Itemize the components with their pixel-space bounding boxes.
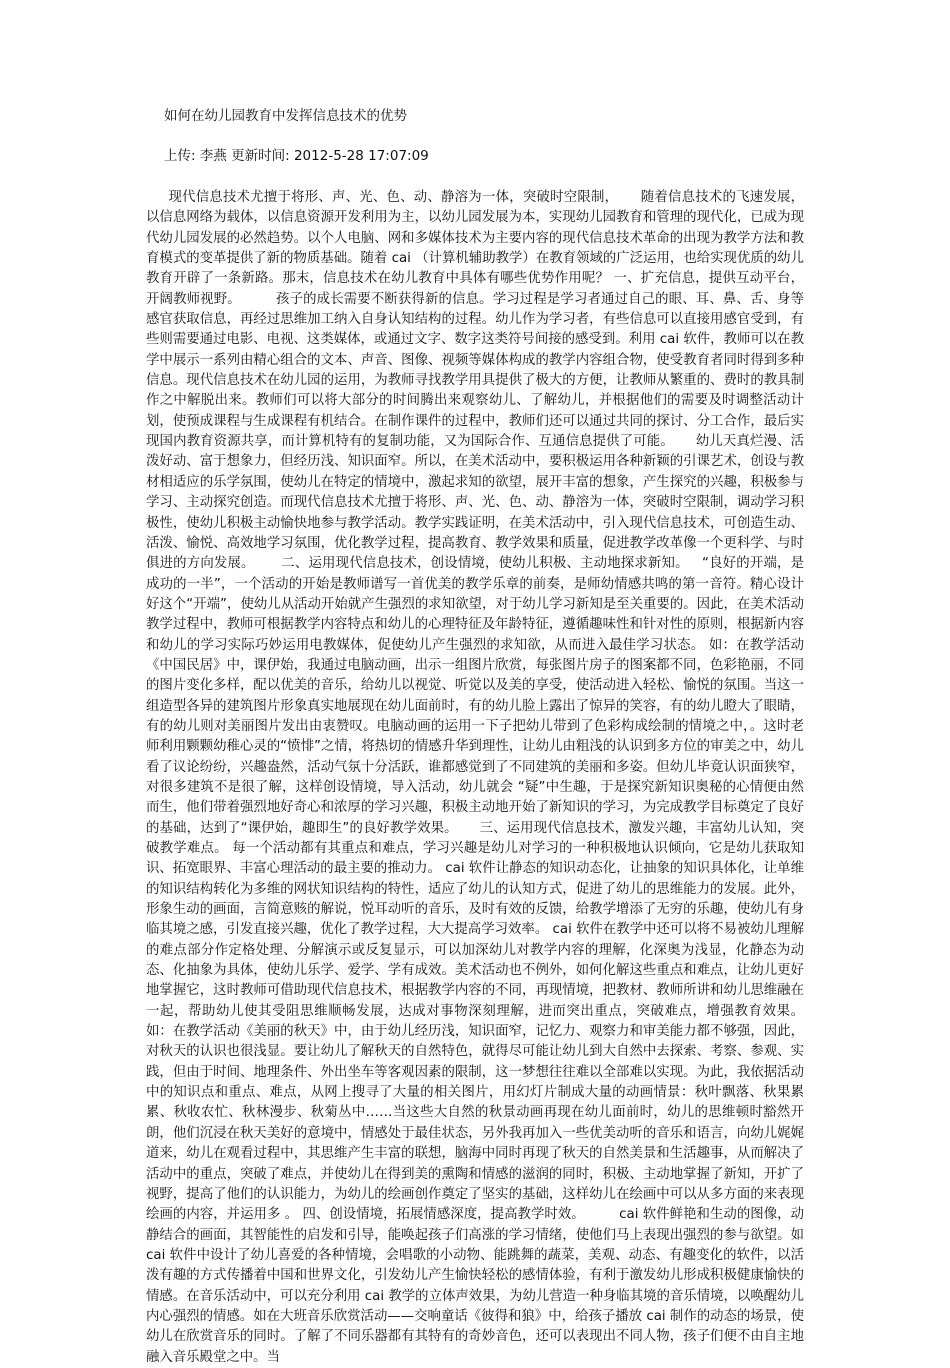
article-title: 如何在幼儿园教育中发挥信息技术的优势 (164, 108, 407, 124)
article-meta: 上传: 李燕 更新时间: 2012-5-28 17:07:09 (164, 148, 429, 164)
document-page (146, 106, 809, 1368)
article-body: 现代信息技术尤擅于将形、声、光、色、动、静溶为一体，突破时空限制， 随着信息技术的飞速发展，以信息网络为载体，以信息资源开发利用为主，以幼儿园发展为本，实现幼儿园教育和管理的现代化，已成为现代幼儿园发展的必然趋势。以个人电脑、网和多媒体技术为主要内容的现代信息技术革命的出现为教学方法和教育模式的变革提供了新的物质基础。随着 cai （计算机辅助教学）在教育领域的广泛运用，也给实现优质的幼儿教育开辟了一条新路。那末，信息技术在幼儿教育中具体有哪些优势作用呢？ 一、扩充信息，提供互动平台，开阔教师视野。 孩子的成长需要不断获得新的信息。学习过程是学习者通过自己的眼、耳、鼻、舌、身等感官获取信息，再经过思维加工纳入自身认知结构的过程。幼儿作为学习者，有些信息可以直接用感官受到，有些则需要通过电影、电视、这类媒体，或通过文字、数字这类符号间接的感受到。利用 cai 软件，教师可以在教学中展示一系列由精心组合的文本、声音、图像、视频等媒体构成的教学内容组合物，使受教育者同时得到多种信息。现代信息技术在幼儿园的运用，为教师寻找教学用具提供了极大的方便，让教师从繁重的、费时的教具制作之中解脱出来。教师们可以将大部分的时间腾出来观察幼儿、了解幼儿，并根据他们的需要及时调整活动计划，使预成课程与生成课程有机结合。在制作课件的过程中，教师们还可以通过共同的探讨、分工合作，最后实现国内教育资源共享，而计算机特有的复制功能，又为国际合作、互通信息提供了可能。 幼儿天真烂漫、活泼好动、富于想象力，但经历浅、知识面窄。所以，在美术活动中，要积极运用各种新颖的引课艺术，创设与教材相适应的乐学氛围，使幼儿在特定的情境中，激起求知的欲望，展开丰富的想象，产生探究的兴趣，积极参与学习、主动探究创造。而现代信息技术尤擅于将形、声、光、色、动、静溶为一体，突破时空限制，调动学习积极性，使幼儿积极主动愉快地参与教学活动。教学实践证明，在美术活动中，引入现代信息技术，可创造生动、活泼、愉悦、高效地学习氛围，优化教学过程，提高教育、教学效果和质量，促进教学改革像一个更科学、与时俱进的方向发展。 二、运用现代信息技术，创设情境，使幼儿积极、主动地探求新知。 “良好的开端，是成功的一半”，一个活动的开始是教师谱写一首优美的教学乐章的前奏，是师幼情感共鸣的第一音符。精心设计好这个“开端”，使幼儿从活动开始就产生强烈的求知欲望，对于幼儿学习新知是至关重要的。因此，在美术活动教学过程中，教师可根据教学内容特点和幼儿的心理特征及年龄特征，遵循趣味性和针对性的原则，根据新内容和幼儿的学习实际巧妙运用电教媒体，促使幼儿产生强烈的求知欲，从而进入最佳学习状态。 如：在教学活动《中国民居》中，课伊始，我通过电脑动画，出示一组图片欣赏，每张图片房子的图案都不同，色彩艳丽，不同的图片变化多样，配以优美的音乐，给幼儿以视觉、听觉以及美的享受，使活动进入轻松、愉悦的氛围。当这一组造型各异的建筑图片形象真实地展现在幼儿面前时，有的幼儿脸上露出了惊异的笑容，有的幼儿瞪大了眼睛，有的幼儿则对美丽图片发出由衷赞叹。电脑动画的运用一下子把幼儿带到了色彩构成绘制的情境之中，。这时老师利用颗颗幼稚心灵的“愤悱”之情，将热切的情感升华到理性，让幼儿由粗浅的认识到多方位的审美之中，幼儿看了议论纷纷，兴趣盎然，活动气氛十分活跃，谁都感觉到了不同建筑的美丽和多姿。但幼儿毕竟认识面狭窄，对很多建筑不是很了解，这样创设情境，导入活动，幼儿就会 “疑”中生趣，于是探究新知识奥秘的心情便由然而生，他们带着强烈地好奇心和浓厚的学习兴趣，积极主动地开始了新知识的学习，为完成教学目标奠定了良好的基础，达到了“课伊始，趣即生”的良好教学效果。 三、运用现代信息技术，激发兴趣，丰富幼儿认知，突破教学难点。 每一个活动都有其重点和难点，学习兴趣是幼儿对学习的一种积极地认识倾向，它是幼儿获取知识、拓宽眼界、丰富心理活动的最主要的推动力。 cai 软件让静态的知识动态化，让抽象的知识具体化，让单维的知识结构转化为多维的网状知识结构的特性，适应了幼儿的认知方式，促进了幼儿的思维能力的发展。此外，形象生动的画面，言简意赅的解说，悦耳动听的音乐，及时有效的反馈，给教学增添了无穷的乐趣，使幼儿有身临其境之感，引发直接兴趣，优化了教学过程，大大提高学习效率。 cai 软件在教学中还可以将不易被幼儿理解的难点部分作定格处理、分解演示或反复显示，可以加深幼儿对教学内容的理解，化深奥为浅显，化静态为动态、化抽象为具体，使幼儿乐学、爱学、学有成效。美术活动也不例外，如何化解这些重点和难点，让幼儿更好地掌握它，这时教师可借助现代信息技术，根据教学内容的不同，再现情境，把教材、教师所讲和幼儿思维融在一起，帮助幼儿使其受阻思维顺畅发展，达成对事物深刻理解，进而突出重点，突破难点，增强教育效果。 如：在教学活动《美丽的秋天》中，由于幼儿经历浅，知识面窄，记忆力、观察力和审美能力都不够强，因此，对秋天的认识也很浅显。要让幼儿了解秋天的自然特色，就得尽可能让幼儿到大自然中去探索、考察、参观、实践，但由于时间、地理条件、外出坐车等客观因素的限制，这一梦想往往难以全部难以实现。为此，我依据活动中的知识点和重点、难点，从网上搜寻了大量的相关图片，用幻灯片制成大量的动画情景：秋叶飘落、秋果累累、秋收农忙、秋林漫步、秋菊丛中……当这些大自然的秋景动画再现在幼儿面前时，幼儿的思维顿时豁然开朗，他们沉浸在秋天美好的意境中，情感处于最佳状态，另外我再加入一些优美动听的音乐和语言，向幼儿娓娓道来，幼儿在观看过程中，其思维产生丰富的联想，脑海中同时再现了秋天的自然美景和生活趣事，从而解决了活动中的重点，突破了难点，并使幼儿在得到美的熏陶和情感的滋润的同时，积极、主动地掌握了新知，开扩了视野，提高了他们的认识能力，为幼儿的绘画创作奠定了坚实的基础，这样幼儿在绘画中可以从多方面的来表现绘画的内容，并运用多 。 四、创设情境，拓展情感深度，提高教学时效。 cai 软件鲜艳和生动的图像，动静结合的画面，其智能性的启发和引导，能唤起孩子们高涨的学习情绪，使他们马上表现出强烈的参与欲望。如 cai 软件中设计了幼儿喜爱的各种情境，会唱歌的小动物、能跳舞的蔬菜，美观、动态、有趣变化的软件，以活泼有趣的方式传播着中国和世界文化，引发幼儿产生愉快轻松的感情体验，有利于激发幼儿形成积极健康愉快的情感。在音乐活动中，可以充分利用 cai 教学的立体声效果，为幼儿营造一种身临其境的音乐情境，以唤醒幼儿内心强烈的情感。如在大班音乐欣赏活动——交响童话《彼得和狼》中，给孩子播放 cai 制作的动态的场景，使幼儿在欣赏音乐的同时。了解了不同乐器都有其特有的奇妙音色，还可以表现出不同人物，孩子们便不由自主地融入音乐殿堂之中。当 (146, 190, 809, 1365)
